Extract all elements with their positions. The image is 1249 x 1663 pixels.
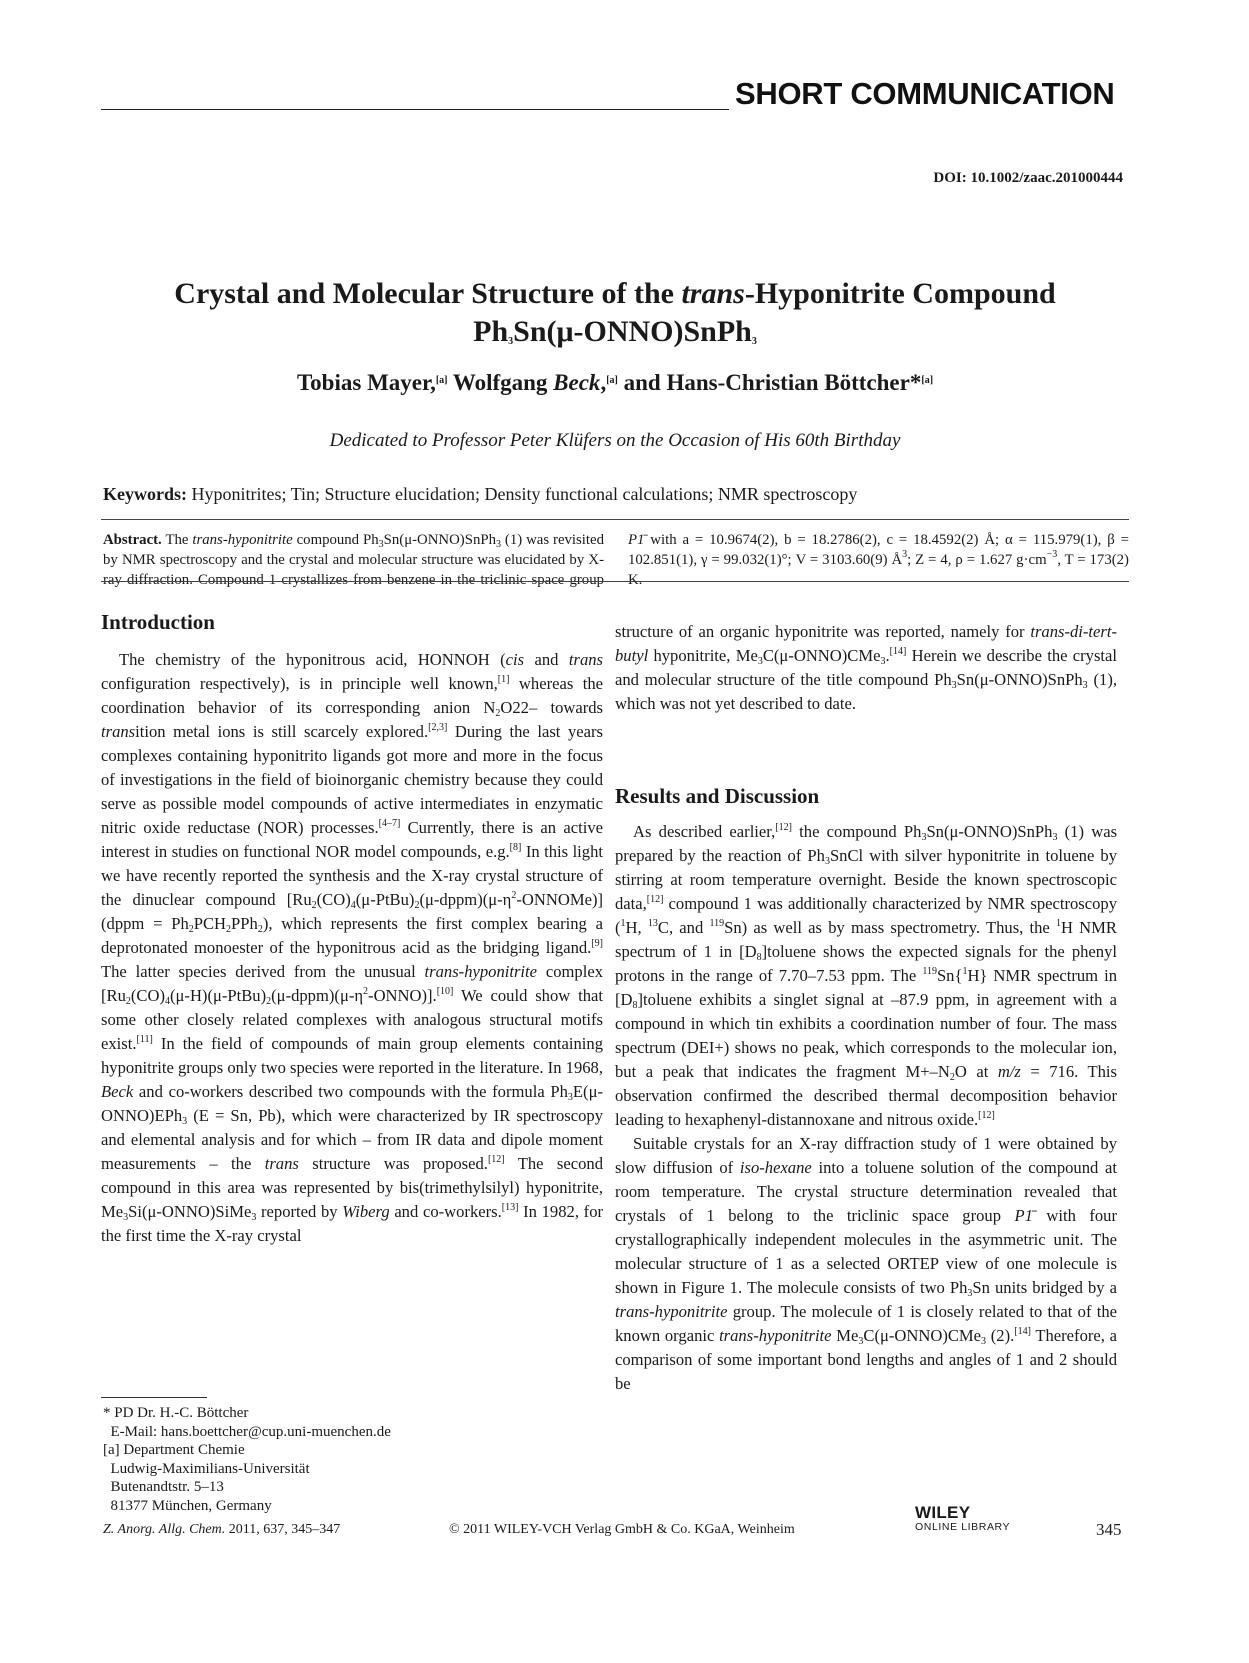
authors: Tobias Mayer,[a] Wolfgang Beck,[a] and Hans-Christian Böttcher*[a] — [296, 370, 934, 395]
article-title-line1: Crystal and Molecular Structure of the trans-Hyponitrite Compound — [174, 277, 1056, 310]
keywords-rule — [101, 519, 1129, 520]
wiley-online-library-logo[interactable] — [915, 1503, 1010, 1533]
intro-column — [101, 648, 603, 1248]
journal-citation: Z. Anorg. Allg. Chem. 2011, 637, 345–347 — [103, 1522, 341, 1537]
right-column-top — [615, 620, 1117, 716]
correspondence-footnote: * PD Dr. H.-C. Böttcher E-Mail: hans.boettcher@cup.uni-muenchen.de [a] Department Chemie Ludwig-Maximilians-Universität Butenandtstr. 5–13 81377 München, Germany — [103, 1405, 391, 1514]
footnote-rule — [101, 1397, 207, 1398]
intro-paragraph: The chemistry of the hyponitrous acid, HONNOH (cis and trans configuration respectively), is in principle well known,[1] whereas the coordination behavior of its corresponding anion $N_2O22-$ towards transition metal ions is still scarcely explored.[2,3] During the last years complexes containing hyponitrito ligands got more and more in the focus of investigations in the field of bioinorganic chemistry because they could serve as possible model compounds of active intermediates in enzymatic nitric oxide reductase (NOR) processes.[4–7] Currently, there is an active interest in studies on functional NOR model compounds, e.g.[8] In this light we have recently reported the synthesis and the X-ray crystal structure of the dinuclear compound $[Ru_2(CO)_4(\mu-PtBu)_2(\mu-dppm)(\mu-\eta^2-ONNOMe)]$ (dppm = $Ph_2PCH_2PPh_2$), which represents the first complex bearing a deprotonated monoester of the hyponitrous acid as the bridging ligand.[9] The latter species derived from the unusual trans-hyponitrite complex $[Ru_2(CO)_4(\mu-H)(\mu-PtBu)_2(\mu-dppm)(\mu-\eta^2-ONNO)].[10]$ We could show that some other closely related complexes with analogous structural motifs exist.[11] In the field of compounds of main group elements containing hyponitrite groups only two species were reported in the literature. In 1968, Beck and co-workers described two compounds with the formula $Ph_3E(\mu-ONNO)EPh_3$ (E = Sn, Pb), which were characterized by IR spectroscopy and elemental analysis and for which – from IR data and dipole moment measurements – the trans structure was proposed.[12] The second compound in this area was represented by bis(trimethylsilyl) hyponitrite, $Me_3Si(\mu-ONNO)SiMe_3$ reported by Wiberg and co-workers.[13] In 1982, for the first time the X-ray crystal — [101, 650, 604, 1245]
abstract-text: The trans-hyponitrite compound $Ph_3Sn(\mu-ONNO)SnPh_3$ (1) was revisited by NMR spectroscopy and the crystal and molecular structure was elucidated by X-ray diffraction. Compound 1 crystallizes from benzene in the triclinic space group P1̄ with a = 10.9674(2), b = 18.2786(2), c = 18.4592(2) Å; α = 115.979(1), β = 102.851(1), γ = 99.032(1)°; V = 3103.60(9) $Å^3$; Z = 4, ρ = 1.627 $g\cdot cm^{-3}$, T = 173(2) K. — [103, 532, 1129, 588]
doi[interactable]: DOI: 10.1002/zaac.201000444 — [933, 170, 1123, 186]
dedication: Dedicated to Professor Peter Klüfers on the Occasion of His 60th Birthday — [329, 430, 901, 451]
article-title-line2: $Ph_3Sn(\mu-ONNO)SnPh_3$ — [473, 315, 757, 348]
results-paragraph-2: Suitable crystals for an X-ray diffraction study of 1 were obtained by slow diffusion of iso-hexane into a toluene solution of the compound at room temperature. The crystal structure determination revealed that crystals of 1 belong to the triclinic space group P1̄ with four crystallographically independent molecules in the asymmetric unit. The molecular structure of 1 as a selected ORTEP view of one molecule is shown in Figure 1. The molecule consists of two $Ph_3Sn$ units bridged by a trans-hyponitrite group. The molecule of 1 is closely related to that of the known organic trans-hyponitrite $Me_3C(\mu-ONNO)CMe_3$ (2).[14] Therefore, a comparison of some important bond lengths and angles of 1 and 2 should be — [615, 1134, 1117, 1393]
copyright: © 2011 WILEY-VCH Verlag GmbH & Co. KGaA, Weinheim — [449, 1522, 795, 1537]
keywords — [103, 484, 857, 505]
header-rule — [101, 109, 729, 110]
introduction-heading: Introduction — [101, 610, 215, 634]
page-number: 345 — [1096, 1520, 1122, 1539]
results-heading: Results and Discussion — [615, 784, 820, 808]
results-column — [615, 820, 1117, 1396]
keywords-list: Hyponitrites; Tin; Structure elucidation; Density functional calculations; NMR spectroscopy — [191, 484, 858, 504]
section-tag: SHORT COMMUNICATION — [735, 76, 1115, 111]
online-library-text: ONLINE LIBRARY — [915, 1521, 1011, 1533]
abstract-rule — [101, 581, 1129, 582]
results-paragraph-1: As described earlier,[12] the compound $Ph_3Sn(\mu-ONNO)SnPh_3$ (1) was prepared by the reaction of $Ph_3SnCl$ with silver hyponitrite in toluene by stirring at room temperature overnight. Beside the known spectroscopic data,[12] compound 1 was additionally characterized by NMR spectroscopy ($^1$H, $^{13}$C, and $^{119}$Sn) as well as by mass spectrometry. Thus, the $^1$H NMR spectrum of 1 in $[D_8]toluene$ shows the expected signals for the phenyl protons in the range of 7.70–7.53 ppm. The $^{119}$Sn{$^1$H} NMR spectrum in $[D_8]toluene$ exhibits a singlet signal at –87.9 ppm, in agreement with a compound in which tin exhibits a coordination number of four. The mass spectrum (DEI+) shows no peak, which corresponds to the molecular ion, but a peak that indicates the fragment $M+-N_2O$ at m/z = 716. This observation confirmed the described thermal decomposition behavior leading to hexaphenyl-distannoxane and nitrous oxide.[12] — [615, 822, 1118, 1129]
intro-paragraph-continued: structure of an organic hyponitrite was reported, namely for trans-di-tert-butyl hyponitrite, $Me_3C(\mu-ONNO)CMe_3.[14]$ Herein we describe the crystal and molecular structure of the title compound $Ph_3Sn(\mu-ONNO)SnPh_3$ (1), which was not yet described to date. — [615, 622, 1118, 713]
abstract-label: Abstract. — [103, 532, 162, 548]
wiley-logo-text: WILEY — [915, 1503, 971, 1522]
keywords-label: Keywords: — [103, 484, 187, 504]
